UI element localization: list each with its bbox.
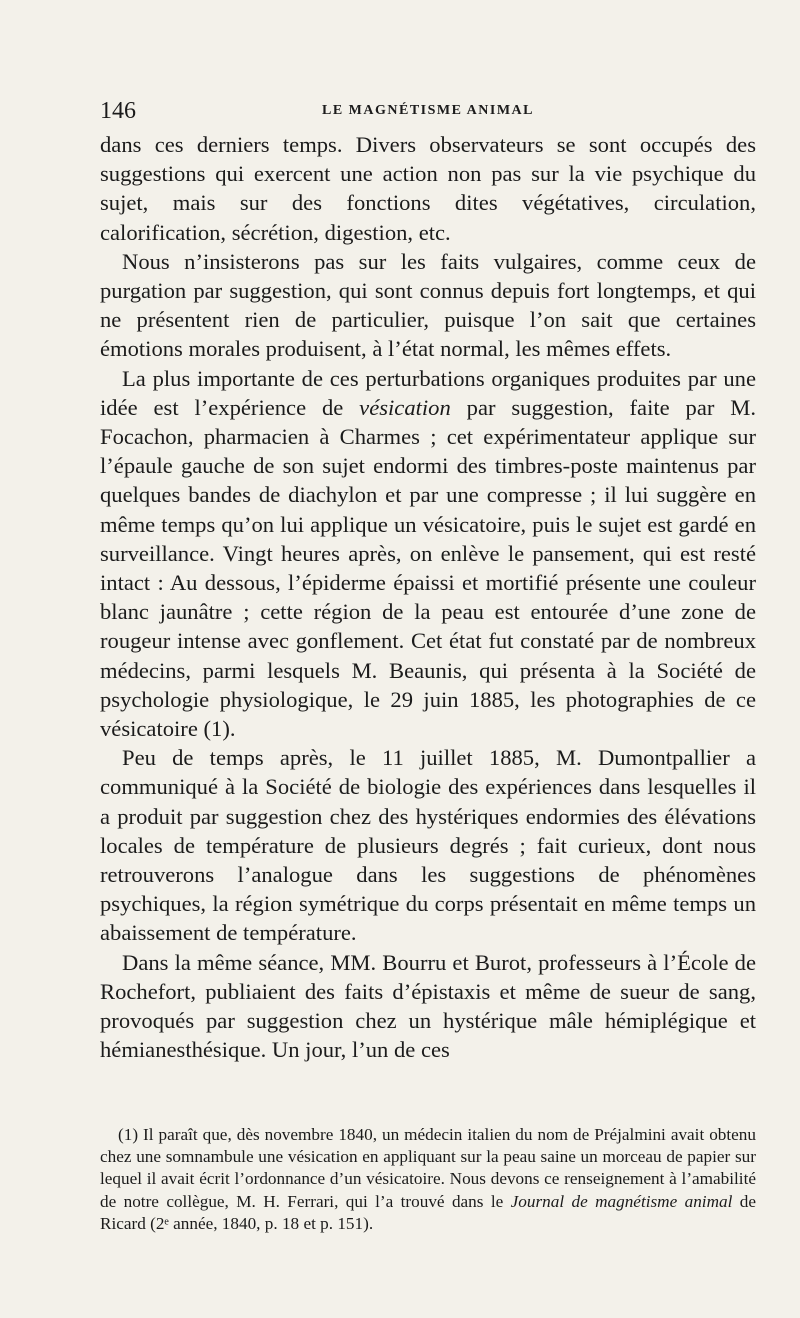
paragraph-2: Nous n’insisterons pas sur les faits vulgaires, comme ceux de purgation par suggestion, qui sont connus depuis fort longtemps, et qui ne présentent rien de particulier, puisque l’on sait que certaines émotions morales produisent, à l’état normal, les mêmes effets. [100,248,756,362]
footnote-part-a: (1) Il paraît que, dès novembre 1840, un médecin italien du nom de Préjalmini avait obtenu chez une somnambule une vésication en appliquant sur la peau saine un morceau de papier sur lequel il avait écrit l’ordonnance d’un vésicatoire. Nous devons ce renseignement à l’amabilité de notre collègue, M. H. Ferrari, qui l’a trouvé dans le [100,1125,756,1211]
paragraph-3-part-b: par suggestion, faite par M. Focachon, pharmacien à Charmes ; cet expérimentateur applique sur l’épaule gauche de son sujet endormi des timbres-poste maintenus par quelques bandes de diachylon et par une compresse ; il lui suggère en même temps qu’on lui applique un vésicatoire, puis le sujet est gardé en surveillance. Vingt heures après, on enlève le pansement, qui est resté intact : Au dessous, l’épiderme épaissi et mortifié présente une couleur blanc jaunâtre ; cette région de la peau est entourée d’une zone de rougeur intense avec gonflement. Cet état fut constaté par de nombreux médecins, parmi lesquels M. Beaunis, qui présenta à la Société de psychologie physiologique, le 29 juin 1885, les photographies de ce vésicatoire (1). [100,394,756,742]
paragraph-5: Dans la même séance, MM. Bourru et Burot, professeurs à l’École de Rochefort, publiaient des faits d’épistaxis et même de sueur de sang, provoqués par suggestion chez un hystérique mâle hémiplégique et hémianesthésique. Un jour, l’un de ces [100,949,756,1063]
page-header [100,97,756,127]
paragraph-1: dans ces derniers temps. Divers observateurs se sont occupés des suggestions qui exercent une action non pas sur la vie psychique du sujet, mais sur des fonctions dites végétatives, circulation, calorification, sécrétion, digestion, etc. [100,132,756,245]
footnote-part-b: de Ricard (2ᵉ année, 1840, p. 18 et p. 151). [100,1191,756,1233]
main-text [100,130,756,1065]
book-page [100,0,756,1318]
running-title: LE MAGNÉTISME ANIMAL [321,103,535,118]
paragraph-3-part-a: La plus importante de ces perturbations organiques produites par une idée est l’expérience de [100,365,756,420]
footnote-journal-title: Journal de magnétisme animal [510,1191,733,1211]
paragraph-4: Peu de temps après, le 11 juillet 1885, M. Dumontpallier a communiqué à la Société de biologie des expériences dans lesquelles il a produit par suggestion chez des hystériques endormies des élévations locales de température de plusieurs degrés ; fait curieux, dont nous retrouverons l’analogue dans les suggestions de phénomènes psychiques, la région symétrique du corps présentait en même temps un abaissement de température. [100,745,756,946]
footnote-1 [100,1124,756,1235]
italic-term-vesication: vésication [359,394,451,420]
footnote [100,1124,756,1235]
paragraph-3 [100,364,756,744]
page-number: 146 [100,98,136,124]
